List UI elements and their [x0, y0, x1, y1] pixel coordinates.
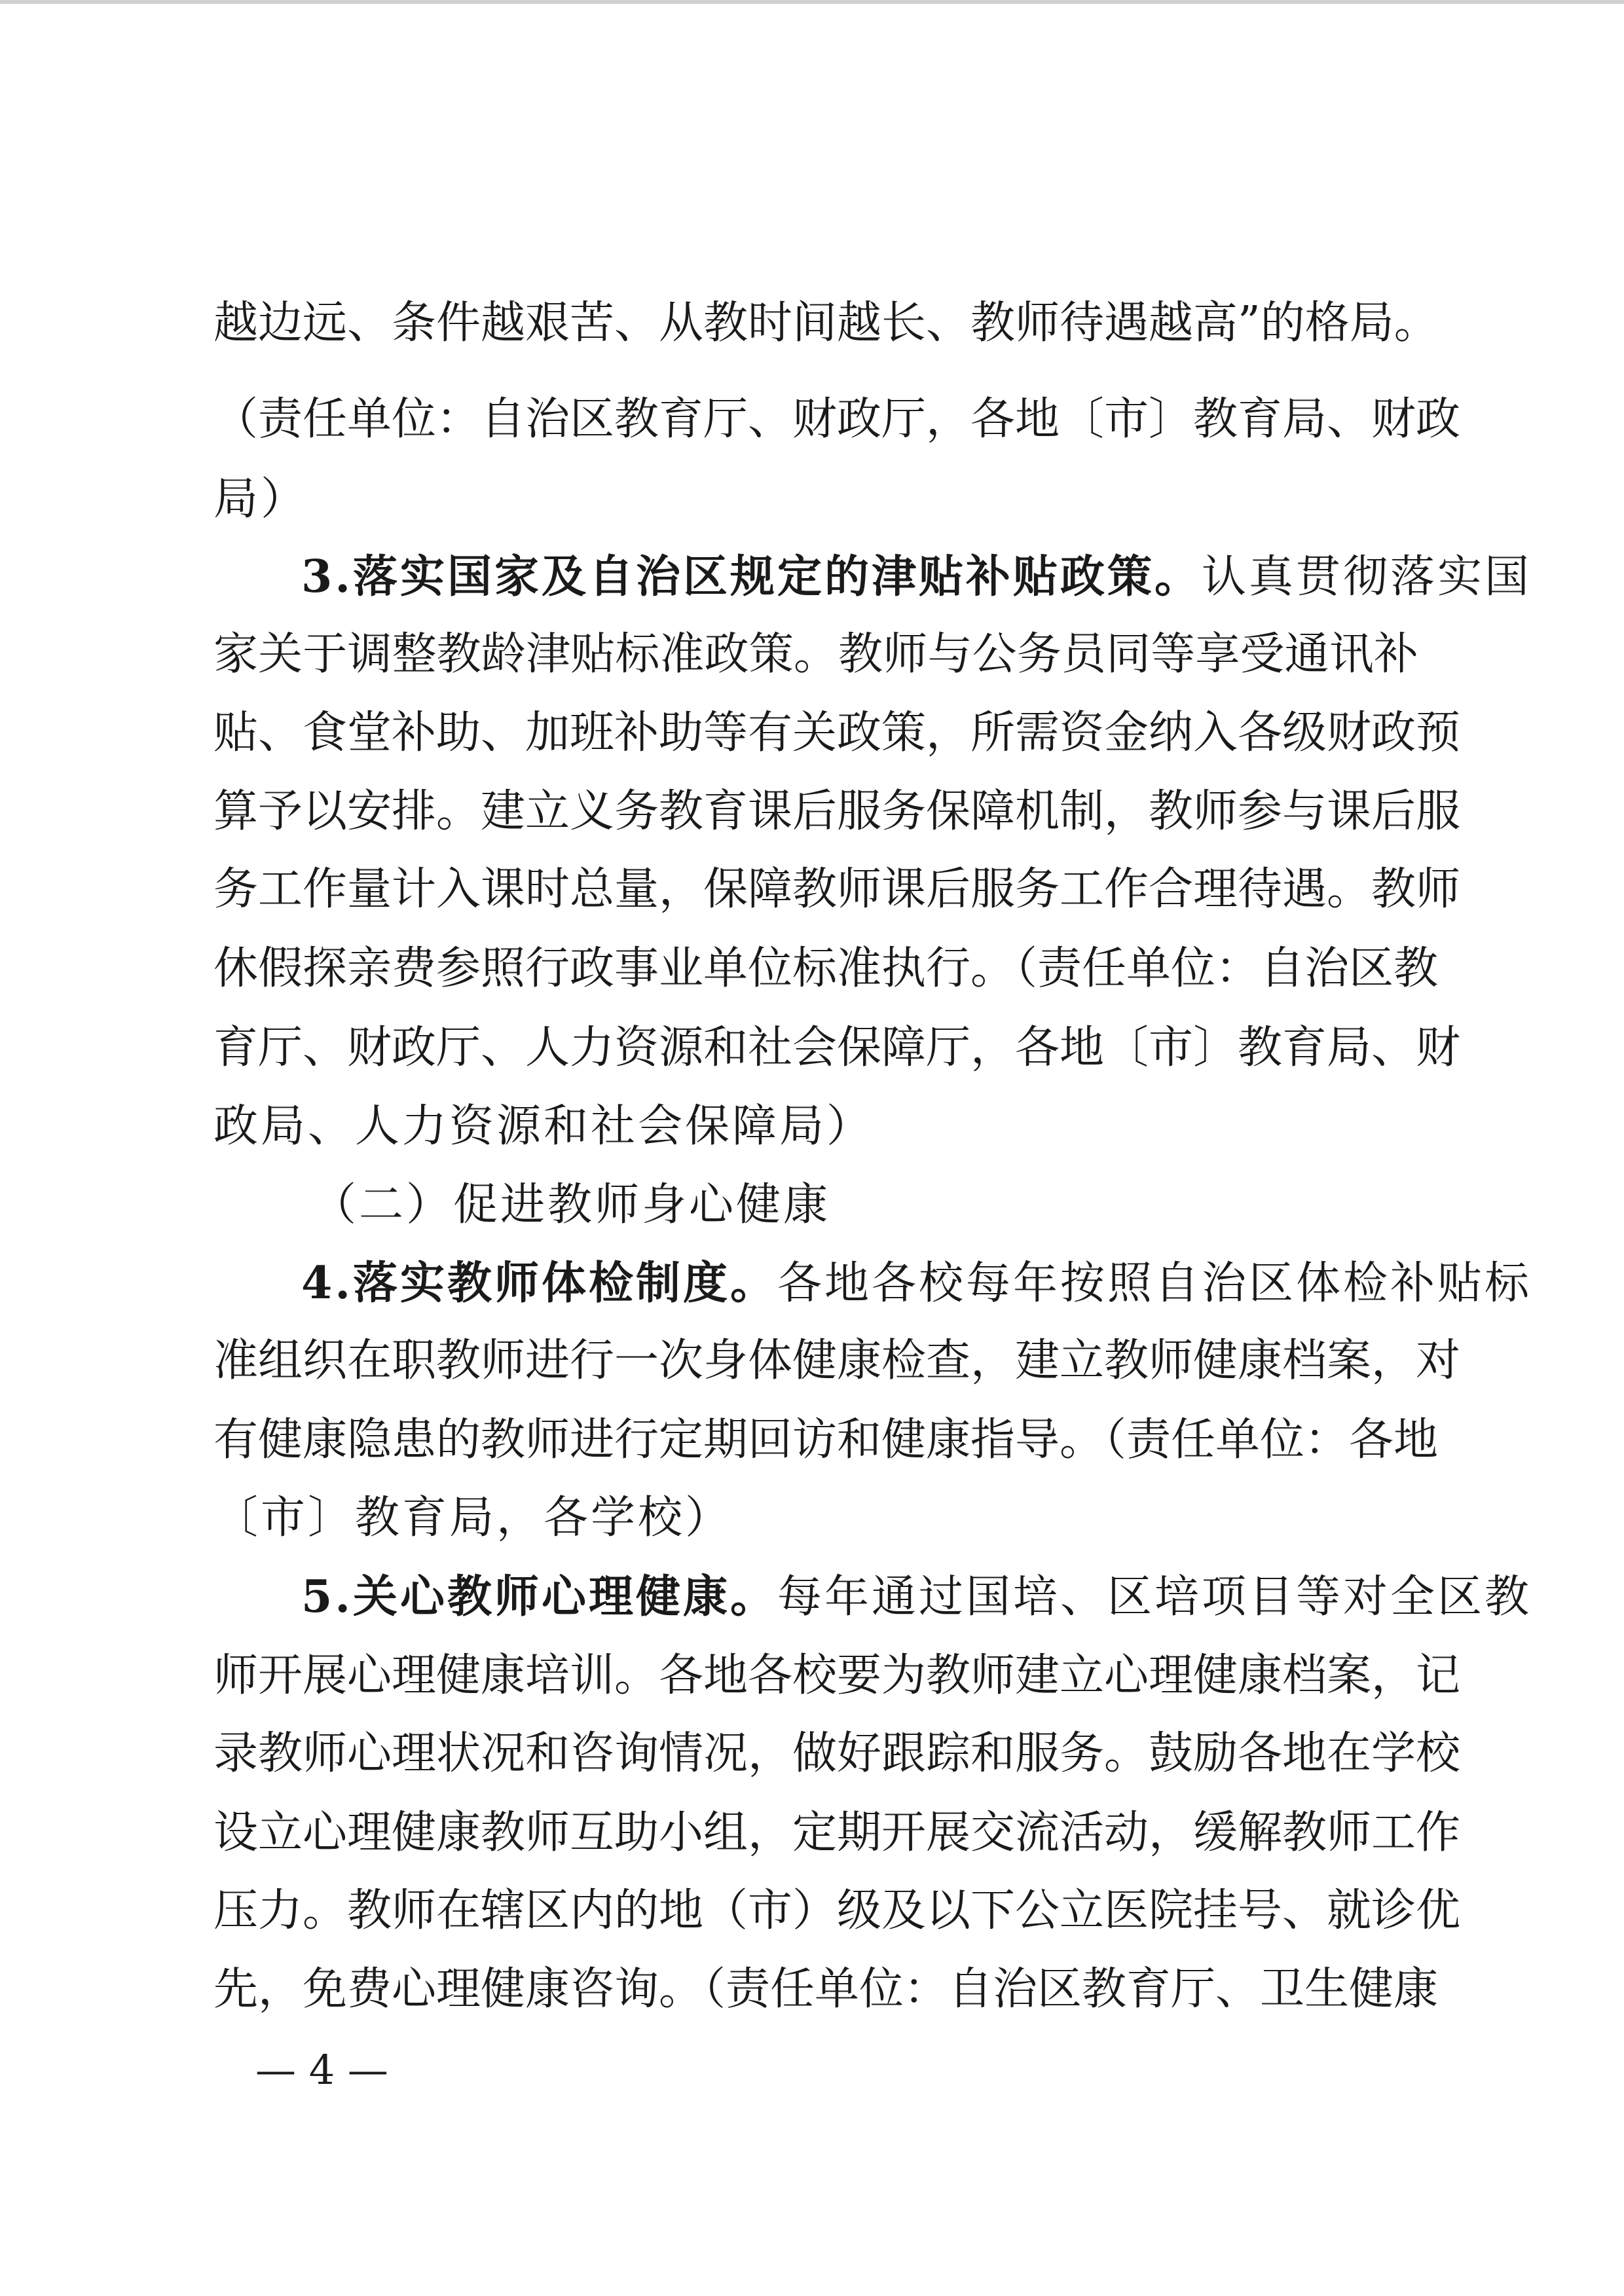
text-line: 越边远、条件越艰苦、从教时间越长、教师待遇越高”的格局。	[213, 297, 1439, 349]
text-run: 每年通过国培、区培项目等对全区教	[777, 1571, 1532, 1623]
text-line: 有健康隐患的教师进行定期回访和健康指导。（责任单位：各地	[213, 1414, 1439, 1466]
section-heading: （二）促进教师身心健康	[312, 1179, 831, 1231]
text-line: 局）	[213, 473, 308, 525]
text-line: 育厅、财政厅、人力资源和社会保障厅，各地〔市〕教育局、财	[213, 1022, 1461, 1074]
text-line: 设立心理健康教师互助小组，定期开展交流活动，缓解教师工作	[213, 1807, 1461, 1859]
page-number: — 4 —	[255, 2046, 388, 2094]
item-3-heading: 3.落实国家及自治区规定的津贴补贴政策。	[301, 551, 1202, 603]
paragraph-5-first-line	[301, 1558, 1532, 1636]
text-line: （责任单位：自治区教育厅、财政厅，各地〔市〕教育局、财政	[213, 393, 1461, 445]
paragraph-4-first-line	[301, 1244, 1532, 1322]
item-4-heading: 4.落实教师体检制度。	[301, 1257, 777, 1309]
text-line: 〔市〕教育局，各学校）	[213, 1492, 733, 1544]
text-line: 政局、人力资源和社会保障局）	[213, 1101, 874, 1152]
text-line: 休假探亲费参照行政事业单位标准执行。（责任单位：自治区教	[213, 943, 1439, 994]
text-run: 各地各校每年按照自治区体检补贴标	[777, 1258, 1532, 1309]
text-line: 务工作量计入课时总量，保障教师课后服务工作合理待遇。教师	[213, 864, 1461, 915]
item-5-heading: 5.关心教师心理健康。	[301, 1571, 777, 1623]
text-line: 准组织在职教师进行一次身体健康检查，建立教师健康档案，对	[213, 1335, 1461, 1387]
text-line: 录教师心理状况和咨询情况，做好跟踪和服务。鼓励各地在学校	[213, 1728, 1461, 1779]
text-line: 压力。教师在辖区内的地（市）级及以下公立医院挂号、就诊优	[213, 1885, 1461, 1937]
text-run: 认真贯彻落实国	[1202, 551, 1532, 603]
text-line: 家关于调整教龄津贴标准政策。教师与公务员同等享受通讯补	[213, 629, 1418, 680]
text-line: 先，免费心理健康咨询。（责任单位：自治区教育厅、卫生健康	[213, 1963, 1439, 2015]
text-line: 贴、食堂补助、加班补助等有关政策，所需资金纳入各级财政预	[213, 707, 1461, 759]
text-line: 算予以安排。建立义务教育课后服务保障机制，教师参与课后服	[213, 786, 1461, 837]
text-line: 师开展心理健康培训。各地各校要为教师建立心理健康档案，记	[213, 1650, 1461, 1702]
scan-top-edge	[0, 0, 1624, 4]
paragraph-3-first-line	[301, 538, 1532, 616]
